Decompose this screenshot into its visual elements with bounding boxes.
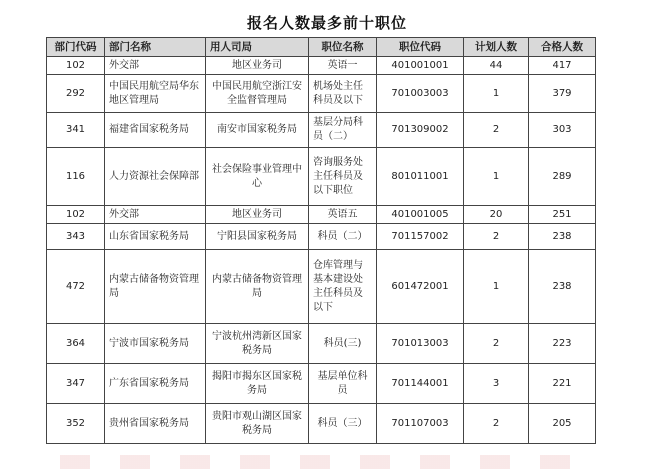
dept-name-cell: 人力资源社会保障部 — [105, 148, 206, 206]
dept-code-cell: 352 — [47, 404, 105, 444]
qualified-cell: 303 — [529, 113, 596, 148]
position-cell: 基层单位科员 — [309, 364, 377, 404]
table-header-row — [47, 38, 596, 57]
table-row — [47, 113, 596, 148]
table-row — [47, 250, 596, 324]
planned-cell: 1 — [464, 148, 529, 206]
qualified-cell: 379 — [529, 75, 596, 113]
table-row — [47, 75, 596, 113]
dept-name-cell: 中国民用航空局华东地区管理局 — [105, 75, 206, 113]
planned-cell: 1 — [464, 250, 529, 324]
column-header-planned: 计划人数 — [464, 38, 529, 57]
dept-name-cell: 福建省国家税务局 — [105, 113, 206, 148]
top-ten-positions-table — [46, 37, 596, 444]
dept-name-cell: 山东省国家税务局 — [105, 224, 206, 250]
bureau-cell: 地区业务司 — [206, 206, 309, 224]
position-code-cell: 701107003 — [377, 404, 464, 444]
qualified-cell: 289 — [529, 148, 596, 206]
bureau-cell: 南安市国家税务局 — [206, 113, 309, 148]
qualified-cell: 238 — [529, 250, 596, 324]
bureau-cell: 中国民用航空浙江安全监督管理局 — [206, 75, 309, 113]
column-header-position: 职位名称 — [309, 38, 377, 57]
dept-code-cell: 116 — [47, 148, 105, 206]
planned-cell: 44 — [464, 57, 529, 75]
qualified-cell: 205 — [529, 404, 596, 444]
position-code-cell: 701003003 — [377, 75, 464, 113]
position-code-cell: 401001005 — [377, 206, 464, 224]
dept-name-cell: 贵州省国家税务局 — [105, 404, 206, 444]
qualified-cell: 417 — [529, 57, 596, 75]
watermark-strip — [60, 455, 600, 469]
planned-cell: 1 — [464, 75, 529, 113]
dept-name-cell: 内蒙古储备物资管理局 — [105, 250, 206, 324]
bureau-cell: 地区业务司 — [206, 57, 309, 75]
dept-name-cell: 广东省国家税务局 — [105, 364, 206, 404]
table-row — [47, 206, 596, 224]
position-cell: 科员（二） — [309, 224, 377, 250]
planned-cell: 2 — [464, 404, 529, 444]
dept-code-cell: 341 — [47, 113, 105, 148]
position-code-cell: 701144001 — [377, 364, 464, 404]
qualified-cell: 238 — [529, 224, 596, 250]
position-cell: 机场处主任科员及以下 — [309, 75, 377, 113]
dept-code-cell: 292 — [47, 75, 105, 113]
column-header-dept-code: 部门代码 — [47, 38, 105, 57]
bureau-cell: 贵阳市观山湖区国家税务局 — [206, 404, 309, 444]
bureau-cell: 揭阳市揭东区国家税务局 — [206, 364, 309, 404]
bureau-cell: 宁波杭州湾新区国家税务局 — [206, 324, 309, 364]
dept-code-cell: 102 — [47, 206, 105, 224]
position-code-cell: 701013003 — [377, 324, 464, 364]
bureau-cell: 宁阳县国家税务局 — [206, 224, 309, 250]
column-header-qualified: 合格人数 — [529, 38, 596, 57]
table-row — [47, 224, 596, 250]
position-cell: 基层分局科员（二） — [309, 113, 377, 148]
position-code-cell: 701309002 — [377, 113, 464, 148]
position-cell: 科员(三) — [309, 324, 377, 364]
dept-code-cell: 347 — [47, 364, 105, 404]
column-header-bureau: 用人司局 — [206, 38, 309, 57]
qualified-cell: 221 — [529, 364, 596, 404]
planned-cell: 2 — [464, 224, 529, 250]
position-cell: 咨询服务处主任科员及以下职位 — [309, 148, 377, 206]
position-cell: 仓库管理与基本建设处主任科员及以下 — [309, 250, 377, 324]
table-row — [47, 148, 596, 206]
table-row — [47, 324, 596, 364]
dept-name-cell: 外交部 — [105, 206, 206, 224]
planned-cell: 3 — [464, 364, 529, 404]
dept-name-cell: 宁波市国家税务局 — [105, 324, 206, 364]
column-header-dept-name: 部门名称 — [105, 38, 206, 57]
position-code-cell: 401001001 — [377, 57, 464, 75]
dept-code-cell: 364 — [47, 324, 105, 364]
position-cell: 英语五 — [309, 206, 377, 224]
dept-code-cell: 472 — [47, 250, 105, 324]
qualified-cell: 251 — [529, 206, 596, 224]
table-row — [47, 57, 596, 75]
planned-cell: 2 — [464, 324, 529, 364]
planned-cell: 2 — [464, 113, 529, 148]
position-cell: 科员（三） — [309, 404, 377, 444]
page-title: 报名人数最多前十职位 — [246, 14, 407, 32]
position-code-cell: 701157002 — [377, 224, 464, 250]
table-row — [47, 364, 596, 404]
dept-name-cell: 外交部 — [105, 57, 206, 75]
bureau-cell: 社会保险事业管理中心 — [206, 148, 309, 206]
position-cell: 英语一 — [309, 57, 377, 75]
bureau-cell: 内蒙古储备物资管理局 — [206, 250, 309, 324]
dept-code-cell: 343 — [47, 224, 105, 250]
dept-code-cell: 102 — [47, 57, 105, 75]
table-row — [47, 404, 596, 444]
position-code-cell: 801011001 — [377, 148, 464, 206]
column-header-position-code: 职位代码 — [377, 38, 464, 57]
planned-cell: 20 — [464, 206, 529, 224]
position-code-cell: 601472001 — [377, 250, 464, 324]
qualified-cell: 223 — [529, 324, 596, 364]
